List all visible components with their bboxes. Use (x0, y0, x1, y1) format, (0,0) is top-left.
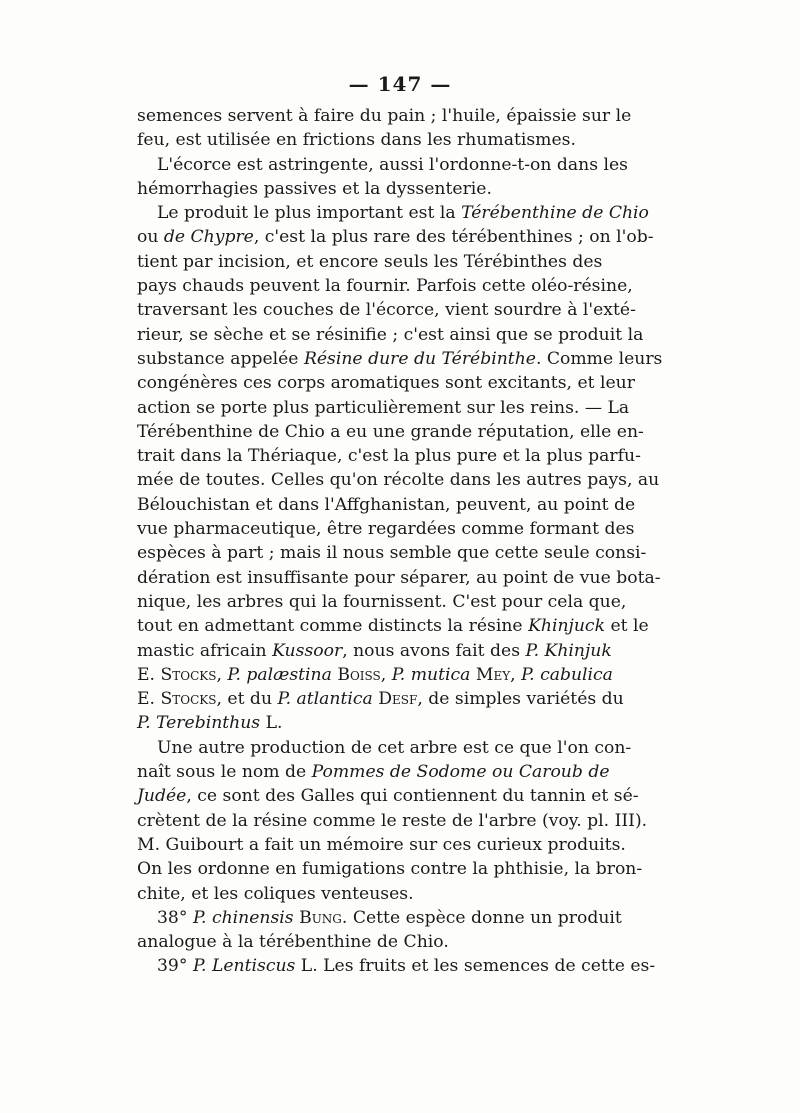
text-line: trait dans la Thériaque, c'est la plus pure et la plus parfu- (137, 446, 641, 467)
text-line: ou de Chypre, c'est la plus rare des térébenthines ; on l'ob- (137, 227, 654, 248)
text-line: E. Stocks, et du P. atlantica Desf, de simples variétés du (137, 689, 624, 710)
text-line: Le produit le plus important est la Térébenthine de Chio (157, 203, 649, 224)
text-line: M. Guibourt a fait un mémoire sur ces curieux produits. (137, 834, 626, 855)
text-line: On les ordonne en fumigations contre la phthisie, la bron- (137, 859, 643, 880)
text-line: semences servent à faire du pain ; l'huile, épaissie sur le (137, 106, 632, 126)
text-line: naît sous le nom de Pommes de Sodome ou Caroub de (137, 762, 610, 783)
text-line: mastic africain Kussoor, nous avons fait des P. Khinjuk (137, 640, 612, 661)
text-line: congénères ces corps aromatiques sont excitants, et leur (137, 373, 635, 394)
text-line: chite, et les coliques venteuses. (137, 883, 414, 904)
text-line: nique, les arbres qui la fournissent. C'est pour cela que, (137, 591, 627, 612)
text-line: vue pharmaceutique, être regardées comme formant des (137, 519, 635, 540)
text-line: crètent de la résine comme le reste de l'arbre (voy. pl. III). (137, 810, 648, 831)
text-line: mée de toutes. Celles qu'on récolte dans les autres pays, au (137, 470, 660, 491)
text-line: 38° P. chinensis Bung. Cette espèce donne un produit (157, 907, 622, 928)
text-line: tout en admettant comme distincts la résine Khinjuck et le (137, 616, 649, 637)
text-line: action se porte plus particulièrement sur les reins. — La (137, 397, 630, 418)
text-line: feu, est utilisée en frictions dans les rhumatismes. (137, 130, 576, 151)
text-line: analogue à la térébenthine de Chio. (137, 932, 449, 953)
page-number: — 147 — (348, 72, 452, 96)
text-line: hémorrhagies passives et la dyssenterie. (137, 178, 492, 199)
body-text (137, 104, 663, 979)
text-line: dération est insuffisante pour séparer, au point de vue bota- (137, 567, 661, 588)
text-line: Térébenthine de Chio a eu une grande réputation, elle en- (137, 421, 644, 442)
text-line: Judée, ce sont des Galles qui contiennent du tannin et sé- (137, 786, 639, 807)
text-line: traversant les couches de l'écorce, vient sourdre à l'exté- (137, 300, 636, 321)
text-line: espèces à part ; mais il nous semble que cette seule consi- (137, 543, 647, 564)
text-line: P. Terebinthus L. (137, 713, 283, 734)
text-line: Bélouchistan et dans l'Affghanistan, peuvent, au point de (137, 494, 636, 515)
text-line: substance appelée Résine dure du Térébinthe. Comme leurs (137, 348, 663, 369)
text-line: E. Stocks, P. palæstina Boiss, P. mutica Mey, P. cabulica (137, 664, 613, 685)
text-line: rieur, se sèche et se résinifie ; c'est ainsi que se produit la (137, 324, 644, 345)
text-line: L'écorce est astringente, aussi l'ordonne-t-on dans les (157, 154, 628, 175)
text-line: pays chauds peuvent la fournir. Parfois cette oléo-résine, (137, 276, 633, 297)
text-line: Une autre production de cet arbre est ce que l'on con- (157, 737, 632, 758)
text-line: tient par incision, et encore seuls les Térébinthes des (137, 251, 603, 272)
text-line: 39° P. Lentiscus L. Les fruits et les semences de cette es- (157, 956, 656, 977)
